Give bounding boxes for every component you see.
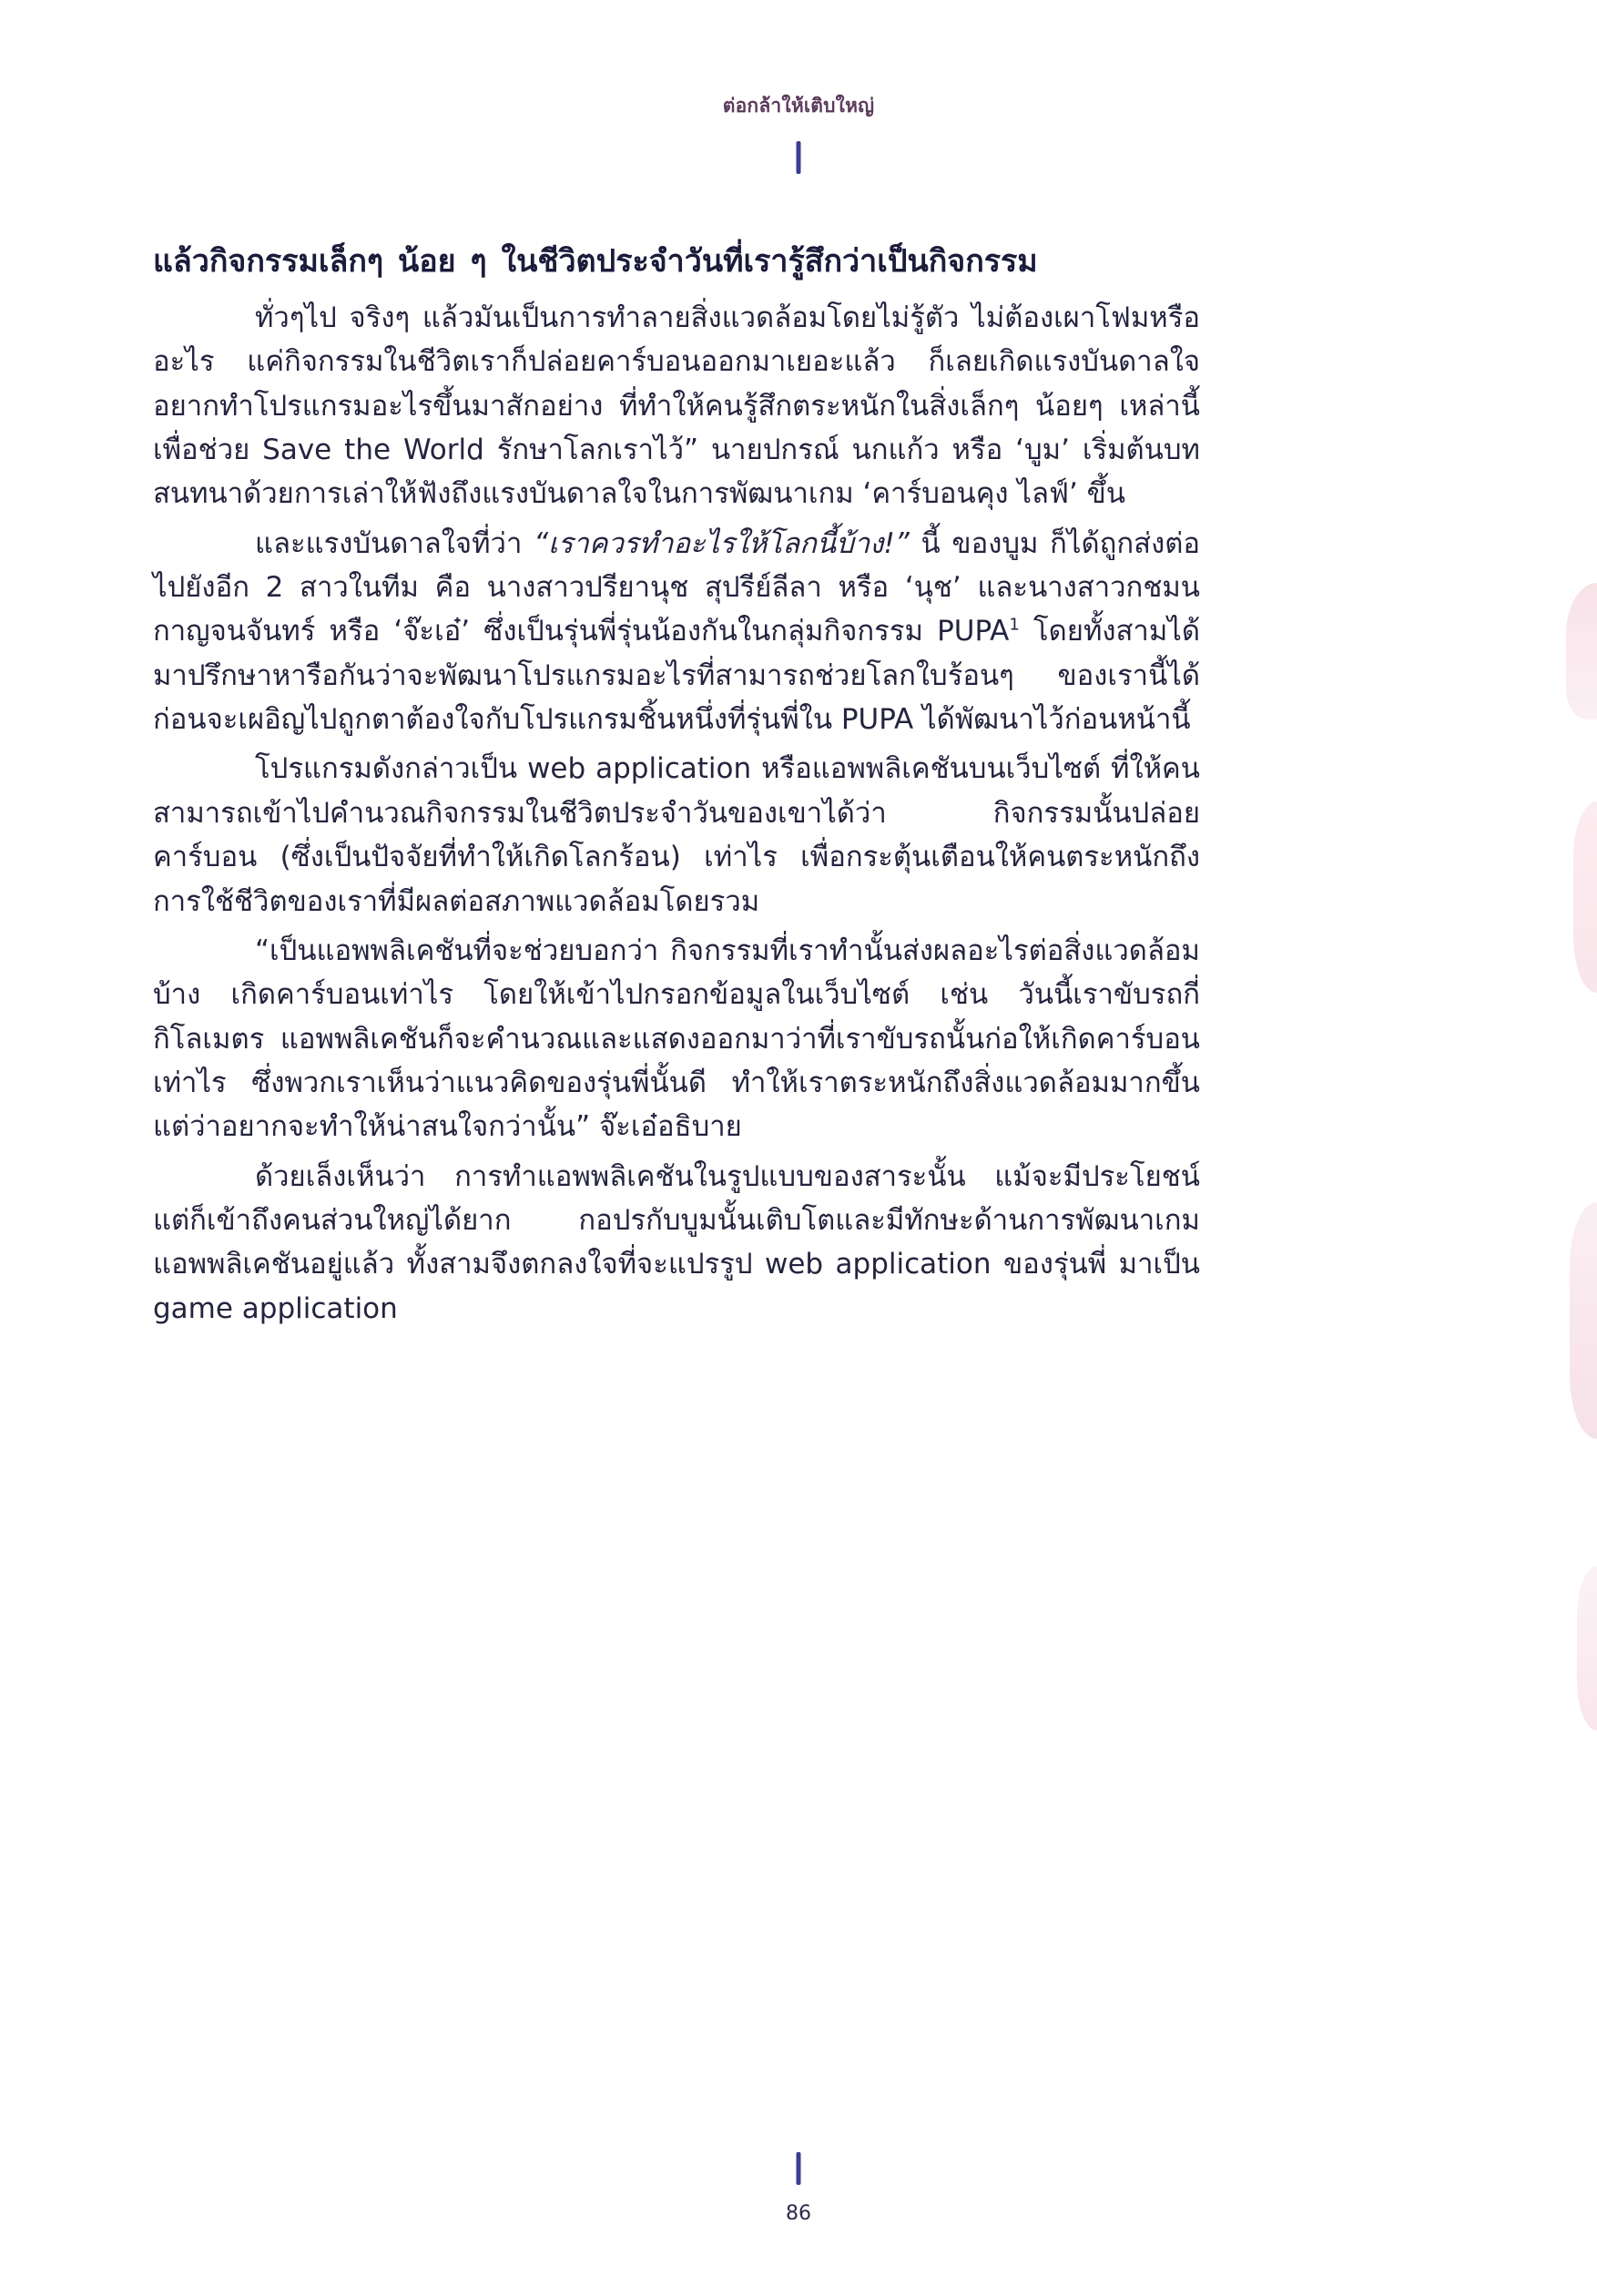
page-title: แล้วกิจกรรมเล็กๆ น้อย ๆ ในชีวิตประจำวันที่เรารู้สึกว่าเป็นกิจกรรม bbox=[153, 243, 1038, 280]
paragraph: ทั่วๆไป จริงๆ แล้วมันเป็นการทำลายสิ่งแวดล้อมโดยไม่รู้ตัว ไม่ต้องเผาโฟมหรืออะไร แค่กิจกรรมในชีวิตเราก็ปล่อยคาร์บอนออกมาเยอะแล้ว ก็เลยเกิดแรงบันดาลใจอยากทำโปรแกรมอะไรขึ้นมาสักอย่าง ที่ทำให้คนรู้สึกตระหนักในสิ่งเล็กๆ น้อยๆ เหล่านี้ เพื่อช่วย Save the World รักษาโลกเราไว้” นายปกรณ์ นกแก้ว หรือ ‘บูม’ เริ่มต้นบทสนทนาด้วยการเล่าให้ฟังถึงแรงบันดาลใจในการพัฒนาเกม ‘คาร์บอนคุง ไลฟ์’ ขึ้น bbox=[153, 301, 1200, 511]
body-content bbox=[153, 241, 1200, 1331]
paragraph: ด้วยเล็งเห็นว่า การทำแอพพลิเคชันในรูปแบบของสาระนั้น แม้จะมีประโยชน์ แต่ก็เข้าถึงคนส่วนใหญ่ได้ยาก กอปรกับบูมนั้นเติบโตและมีทักษะด้านการพัฒนาเกมแอพพลิเคชันอยู่แล้ว ทั้งสามจึงตกลงใจที่จะแปรรูป web application ของรุ่นพี่ มาเป็น game application bbox=[153, 1159, 1200, 1325]
decorative-shape-4 bbox=[1577, 1566, 1597, 1730]
header-rule-ornament bbox=[797, 141, 801, 174]
decorative-shape-2 bbox=[1573, 801, 1597, 993]
running-head: ต่อกล้าให้เติบใหญ่ bbox=[722, 95, 875, 117]
paragraph: โปรแกรมดังกล่าวเป็น web application หรือแอพพลิเคชันบนเว็บไซต์ ที่ให้คนสามารถเข้าไปคำนวณกิจกรรมในชีวิตประจำวันของเขาได้ว่า กิจกรรมนั้นปล่อยคาร์บอน (ซึ่งเป็นปัจจัยที่ทำให้เกิดโลกร้อน) เท่าไร เพื่อกระตุ้นเตือนให้คนตระหนักถึงการใช้ชีวิตของเราที่มีผลต่อสภาพแวดล้อมโดยรวม bbox=[153, 752, 1200, 918]
page-number: 86 bbox=[786, 2202, 811, 2225]
inline-quote: “เราควรทำอะไรให้โลกนี้บ้าง!” bbox=[534, 526, 910, 560]
paragraph: “เป็นแอพพลิเคชันที่จะช่วยบอกว่า กิจกรรมที่เราทำนั้นส่งผลอะไรต่อสิ่งแวดล้อมบ้าง เกิดคาร์บอนเท่าไร โดยให้เข้าไปกรอกข้อมูลในเว็บไซต์ เช่น วันนี้เราขับรถกี่กิโลเมตร แอพพลิเคชันก็จะคำนวณและแสดงออกมาว่าที่เราขับรถนั้นก่อให้เกิดคาร์บอนเท่าไร ซึ่งพวกเราเห็นว่าแนวคิดของรุ่นพี่นั้นดี ทำให้เราตระหนักถึงสิ่งแวดล้อมมากขึ้น แต่ว่าอยากจะทำให้น่าสนใจกว่านั้น” จ๊ะเอ๋อธิบาย bbox=[153, 934, 1200, 1144]
paragraph: และแรงบันดาลใจที่ว่า “เราควรทำอะไรให้โลกนี้บ้าง!” นี้ ของบูม ก็ได้ถูกส่งต่อไปยังอีก 2 สาวในทีม คือ นางสาวปรียานุช สุปรีย์ลีลา หรือ ‘นุช’ และนางสาวกชมน กาญจนจันทร์ หรือ ‘จ๊ะเอ๋’ ซึ่งเป็นรุ่นพี่รุ่นน้องกันในกลุ่มกิจกรรม PUPA$^1$ โดยทั้งสามได้มาปรึกษาหารือกันว่าจะพัฒนาโปรแกรมอะไรที่สามารถช่วยโลกใบร้อนๆ ของเรานี้ได้ ก่อนจะเผอิญไปถูกตาต้องใจกับโปรแกรมชิ้นหนึ่งที่รุ่นพี่ใน PUPA ได้พัฒนาไว้ก่อนหน้านี้ bbox=[153, 526, 1201, 737]
footer-rule-ornament bbox=[797, 2152, 801, 2185]
decorative-shape-1 bbox=[1566, 583, 1597, 719]
footnote-marker: 1 bbox=[1009, 616, 1020, 636]
decorative-shape-3 bbox=[1570, 1202, 1597, 1439]
